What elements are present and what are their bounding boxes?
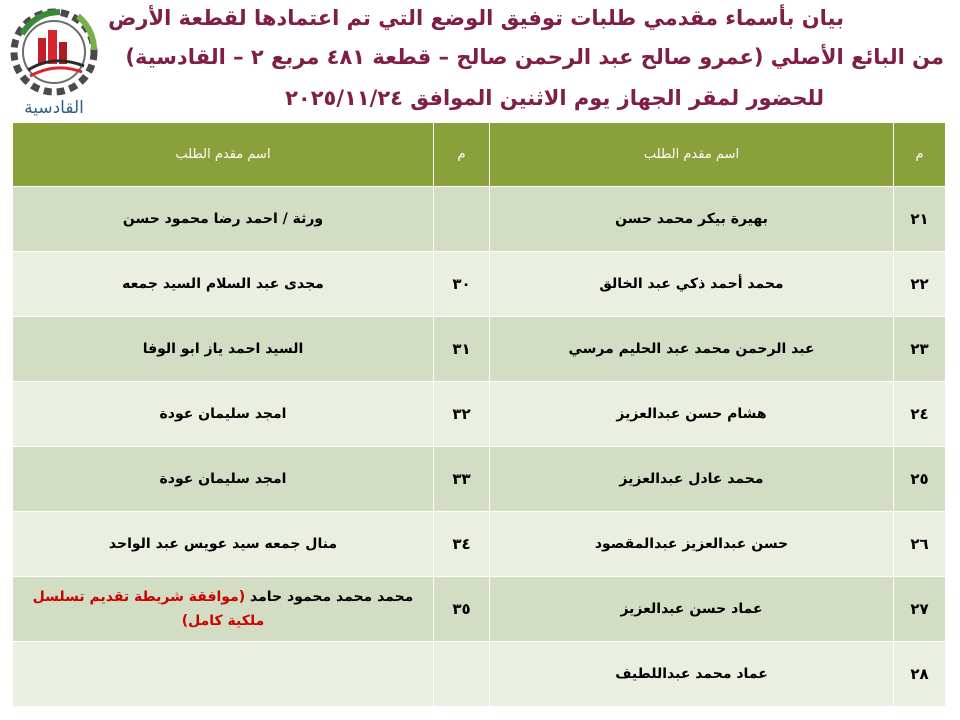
row-number: ٣٥	[434, 577, 490, 642]
applicant-name: بهيرة بيكر محمد حسن	[490, 187, 894, 252]
row-number: ٢٤	[894, 382, 946, 447]
city-gear-logo-icon	[8, 4, 100, 100]
table-row	[13, 252, 946, 317]
approval-condition-note: (موافقة شريطة تقديم تسلسل ملكية كامل)	[32, 589, 265, 629]
logo-caption: القادسية	[24, 98, 84, 118]
header-num-left: م	[434, 123, 490, 187]
title-line-1: بيان بأسماء مقدمي طلبات توفيق الوضع التي تم اعتمادها لقطعة الأرض	[108, 6, 844, 30]
table-row	[13, 447, 946, 512]
row-number: ٢٧	[894, 577, 946, 642]
table-row	[13, 382, 946, 447]
table-row	[13, 577, 946, 642]
row-number: ٢٨	[894, 642, 946, 707]
applicant-name: ورثة / احمد رضا محمود حسن	[13, 187, 434, 252]
header-name-right: اسم مقدم الطلب	[490, 123, 894, 187]
applicant-name: امجد سليمان عودة	[13, 382, 434, 447]
row-number: ٢٦	[894, 512, 946, 577]
applicant-name: عماد محمد عبداللطيف	[490, 642, 894, 707]
applicant-name: عبد الرحمن محمد عبد الحليم مرسي	[490, 317, 894, 382]
table-row	[13, 317, 946, 382]
row-number	[434, 187, 490, 252]
applicant-name: مجدى عبد السلام السيد جمعه	[13, 252, 434, 317]
applicant-name: حسن عبدالعزيز عبدالمقصود	[490, 512, 894, 577]
table-row	[13, 642, 946, 707]
applicant-name: محمد عادل عبدالعزيز	[490, 447, 894, 512]
header-num-right: م	[894, 123, 946, 187]
applicant-name: منال جمعه سيد عويس عبد الواحد	[13, 512, 434, 577]
applicant-name: السيد احمد ياز ابو الوفا	[13, 317, 434, 382]
table-row	[13, 187, 946, 252]
row-number	[434, 642, 490, 707]
table-row	[13, 512, 946, 577]
row-number: ٢٣	[894, 317, 946, 382]
row-number: ٣١	[434, 317, 490, 382]
applicant-name-with-note	[13, 577, 434, 642]
applicant-name: عماد حسن عبدالعزيز	[490, 577, 894, 642]
row-number: ٣٠	[434, 252, 490, 317]
applicant-name: محمد محمد محمود حامد	[250, 589, 414, 605]
applicants-table	[12, 122, 946, 707]
row-number: ٣٢	[434, 382, 490, 447]
row-number: ٣٣	[434, 447, 490, 512]
row-number: ٢٥	[894, 447, 946, 512]
row-number: ٢٢	[894, 252, 946, 317]
table-header-row	[13, 123, 946, 187]
row-number: ٢١	[894, 187, 946, 252]
title-line-2: من البائع الأصلي (عمرو صالح عبد الرحمن صالح – قطعة ٤٨١ مربع ٢ – القادسية)	[125, 45, 944, 69]
row-number: ٣٤	[434, 512, 490, 577]
logo	[8, 4, 100, 122]
applicant-name: محمد أحمد ذكي عبد الخالق	[490, 252, 894, 317]
header-name-left: اسم مقدم الطلب	[13, 123, 434, 187]
applicant-name	[13, 642, 434, 707]
applicant-name: هشام حسن عبدالعزيز	[490, 382, 894, 447]
applicant-name: امجد سليمان عودة	[13, 447, 434, 512]
document-title	[104, 0, 944, 122]
title-line-3: للحضور لمقر الجهاز يوم الاثنين الموافق ٢٠٢٥/١١/٢٤	[285, 86, 824, 110]
